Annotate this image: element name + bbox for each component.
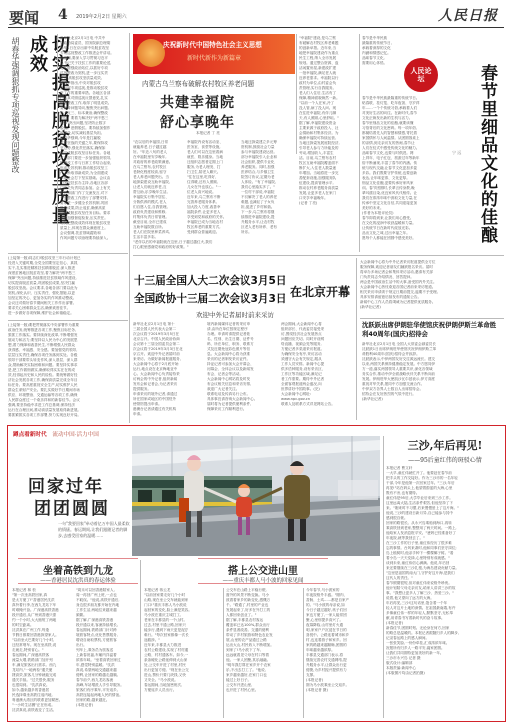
npc-headline-line2: 全国政协十三届二次会议3月3日 — [134, 293, 287, 305]
masthead-logo: 人民日报 — [438, 8, 498, 24]
story1-subtitle: ——香港居民沈洪真的春运体验 — [40, 578, 116, 584]
header-rule — [8, 27, 504, 28]
feature-right-subtitle: ——95后童红伟的斑驳心情 — [408, 457, 482, 464]
story2-subtitle: ——重庆丰都人马小波的回家见闻 — [222, 578, 304, 584]
story1-body-b: "周末可以回香港陪家人, 周一再回广州上班,一点也 不耽误。"他说,高铁开通后, 身边很多朋友都开始在内地 工作生活,两地往来越来越 频繁。 据了解,广深港高铁香港 段开通以来,客流持续增长。 春运期间,铁路部门针对跨 境旅客特点,优化售票服务, 增设自助取票机,方便旅客 出行。 列车上,乘务员为旅客送 上新春祝福,车厢内洋溢着 浓浓年味。"坐着高铁回家过 年,感觉特别温暖。"沈洪 真说,希望两地交通越来越 便利,让回家的路越走越顺。 春节前夕,西九龙站客流 高峰,车站增派人手引导服务。 旅客们有序乘车,平安返乡。 高铁连接起两地人民的情谊。 回家的路,越来越近。 (本报记者) — [76, 588, 124, 707]
banner-kicker: 内蒙古乌兰察布破解农村牧区养老问题 — [142, 80, 255, 88]
npc-right-col: 大会新闻中心将为中外记者采访报道提供全方位 服务保障,欢迎记者朋友们踊跃报名采访。届时 将举办多场记者会和集体采访活动,邀请有关部 门负责同志介绍情况、回答提问。 两会是中国政治生活中的大事,备受国内外关注。 大会新闻中心热忱欢迎各国记者前来采访报道。 相关采访申请须于规定日期前提交,逾期不予受理。 具体安排请留意后续发布的通知公告。 新闻中心工作人员将竭诚为记者提供优质服务。 (新华社记者) — [360, 260, 441, 309]
feature-right-title: 三沙,年后再见! — [407, 439, 483, 452]
story2-body-c: 今年春节,马小波家的 年夜饭格外丰盛。"腊肉、 香肠、土鸡……都是自家产 的。"马小波的母亲说,如 今日子越过越好,孩子们回 家也方便了,一家人能常团 聚,心里别提多高兴了。 夜幕降临,山村里灯火通 明,家家户户沉浸在节日的 喜悦中。公路连着城市和乡 村,也连着游子和家乡。回 家的路越来越顺畅,团圆的 年味越来越浓厚。 丰都县交通部门表示,将 继续完善农村交通网络,提 升服务水平,让群众出行更 便捷,为乡村振兴提供有力 支撑。 (本报记者) 图为马小波乘坐公交返乡。 (本报记者 摄) — [306, 588, 350, 692]
station-scene-illustration — [132, 436, 380, 556]
left-story-headline: 切实提高脱贫攻坚质量成效 — [27, 35, 70, 225]
left-headline-column — [8, 33, 70, 243]
story2-body-b: 公交车在山路上平稳行驶, 窗外的风景不断变换。马小 波看着家乡的新变化,感慨万 千。"路通了,村里的产业也 发展起来了,好多在外打工的 人都回来创业了。" 据了解,丰都县农村客运 覆盖率已达100%,群众出行 条件显著改善。交通的便利 带动了乡村旅游和特色农业发 展,山里的农产品通过公路 运出大山,村民收入不断增加。 到家了!马小波下了车, 远远就看见父母在村口等着 他。一家人团聚,其乐融融。 "明年我打算在家乡开个农家 乐,不出去打工了。"他说, 家乡越来越好,在家门口也 能过上好日子。 公交车开进山里, 也开进了村民心里。 — [226, 588, 274, 692]
banner-byline: 本报记者 丁 亮 — [196, 131, 220, 135]
center-story-col-a: "农以后的幸福园,日常 就能养老,日子越过越 好。"年近八旬的老人 在幸福院里安享晚年, 对政府的养老政策满意。 在乌兰察布,农村牧区 老龄化程度较高,留守 老人养老问题突出。当 地探索建设互助幸福院, 让老人们就近养老,互 帮互助,乐享晚年生活。 幸福院实行集中居住、 分散供养的模式,老人 们自愿入住,自我管理。 政府负责建设和维修, 村集体负责日常管理。 截至目前,全市已建成 互助幸福院数百所。 老人们在院里种菜养鸡, 生活丰富多彩。 — [133, 140, 173, 239]
left-brief-1: (上接第一版)同志们!脱贫攻坚三年行动计划已 经进入关键时期,全党全国要坚定信心、真抓 实干,扎实推进精准扶贫精准脱贫,深入推进 深度贫困地区脱贫攻坚,着力解决"两不愁三 保障"突出问题,持续推进扶贫领域作风建设, 切实提高脱贫质量,巩固脱贫成果,坚决打赢 脱贫攻坚战。会议要求,各地各部门要以此为 契机,深化认识、压实责任、强化措施,以更 加坚定的决心、更加务实的作风推动整改。 会议还对做好春节期间相关工作作出部署。 要求关心困难群众生活,确保欢度佳节。 进一步做好各项保障,维护社会和谐稳定。 — [8, 256, 81, 315]
commentary-headline: 春节里细品文化的佳酿 — [477, 64, 497, 244]
right-brief-body: 新华社北京2月1日电 全国人大常委会副委员长 沈跃跃1日出席伊朗驻华使馆庆祝伊朗伊斯兰革 命胜利40周年(国庆)招待会并致辞。 沈跃跃表示,中伊两国友好交往源远流长。建交 以来,两国关系保持健康稳定发展。中方愿同伊 方一道,落实两国领导人重要共识,深化各领域 务实合作,推动中伊全面战略伙伴关系不断向前 发展。伊朗驻华大使凯沙瓦尔兹表示,伊方高度 重视对华关系,愿同中方加强交流合作。 中伊双方各界人士数百人出席招待会。 招待会在友好热烈的气氛中进行。 (新华社记者) — [362, 342, 437, 401]
banner-subtitle: 新时代新作为新篇章 — [187, 55, 242, 62]
commentary-badge — [404, 58, 438, 92]
feature-main-title-2: 团团圆圆 — [34, 499, 110, 519]
photo-caption: 一句"我要回家"牵动着亿万中国人最柔软的情愫。春运期间,让我们跟随记者的脚步,去感受回家的温暖…… — [58, 521, 130, 538]
feature-section-label — [13, 430, 99, 438]
story1-body-a: 本报记者 林 松 "第一次坐高铁回家,真 是太方便了!"香港居民沈洪 真拎着行李,在西九龙站下车 时难掩兴奋。广深港高铁香港 段开通后,从广州到香港只需 约一个小时,大大缩短了两地 的时空距离。 沈洪真在广州工作,每逢 节假日都要回香港探望家人。 "以前坐大巴要好几个小时, 还经常堵车。现在坐高铁,说 走就走,特别省心。" 春运期间,广深港高铁客 流量大增,铁路部门加开列 车,满足旅客出行需求。西九 龙站内,"一地两检"通关便 捷高效,旅客几分钟就能完成 通关手续。"过关很快,服务 也很周到。"沈洪真说。 如今,越来越多的香港居 民选择乘坐高铁往返内地, 粤港澳大湾区的联系更加紧密。 "一小时生活圈"正在形成。 沈洪真说,高铁改变了生活。 — [12, 588, 63, 712]
npc-body-col-3: 两会期间,大会新闻中心将 组织部长、代表委员接受采 访,围绕经济社会发展热点 问题回应关切。同时开设网 络直播、视频会见等服务, 方便记者多渠道采访报道。 为确保安全有序,采访活动 须遵守大会有关规定,服从 工作人员安排。新闻中心提 供多语种服务,设有采访区、 工作区等功能区域,满足记 者工作需要。期待中外记者 全面客观报道两会盛况,向 世界讲好中国故事。(完) 大会新闻中心网址: www.npc.gov.cn 联系人及联系方式详见网站公告。 — [281, 322, 335, 406]
banner-headline-line2: 舒心享晚年 — [160, 115, 235, 131]
feature-section-sub: 流动中国·活力中国 — [52, 432, 99, 438]
page-header — [0, 0, 512, 30]
npc-body-col-2: 境内新闻媒体记者的采访申 请,由所在单位按规定程序 办理。申请时请提供记者姓 名、性别、出生日期、证件号 码、所在单位、职务、联系方 式及近期免冠彩色照片等信 息。大会新闻中心将为获准 采访的记者制发采访证件。 持证记者可参加大会开幕会、 闭幕会、全体会议以及新闻发 布会、记者会等活动。 大会新闻中心网站将及时发 布会议相关信息和采访安排, 欢迎广大记者关注。 联系电话及传真另行公布。 具体事宜请咨询大会新闻中心。 届时将为记者提供便利条件, 保障采访工作顺利进行。 — [207, 322, 258, 411]
story2-title: 搭上公交进山里 — [228, 566, 298, 577]
section-name: 要闻 — [9, 9, 40, 27]
feature-right-body: 本报记者 曹文轩 一大早,童红伟就忙开了。他要赶在春节前 把手头的工作交接好。作为三沙市的一名年轻 干部,今年是他第一次回家过年。"三沙,年后 再见!"站在码头上,他望着蔚蓝的大海,心里 既有不舍,也有期待。 童红伟是95后,大学毕业后来到三沙工作。 这里远离大陆,生活条件艰苦,但他坚持了下 来。"刚来时不习惯,后来慢慢爱上了这片海。" 他说,三沙的建设日新月异,自己能参与其中 感到很自豪。 回家的路很长。从永兴岛乘船到海口,再转 乘高铁回到老家,整整用了两天时间。一路上, 他给家人发消息报平安。"爸妈已经准备好了 年夜饭,就等我回去了。" 在三沙工作的日子里,童红伟经历了很多难 忘的事情。台风来袭时,他和同事们坚守岗位; 岛上植树时,他亲手种下一棵棵椰子树。"看 着小岛一天天变绿,心里特别有成就感。" 谈到未来,童红伟信心满满。他说,年后回 来还要继续在三沙扎根,为海岛建设贡献力量。 "这里是祖国的南大门,守护好这片海,是我们 这代人的责任。" 春节假期很短,但对童红伟来说格外珍贵。 他计划陪父母走亲访友,给家人讲讲三沙的故 事。"我想让更多人了解三沙、热爱三沙。" 说着,他又望向了远方的大海。 年后再见,三沙!这句话里,饱含着一个年 轻人对这片土地的深情。在祖国最南端,有许 多像童红伟一样的年轻人,默默坚守,无私奉 献,用青春书写着新时代的奋斗故事。 (本报记者) 新春佳节,团圆时刻。无论身在何方,回家 的路总是温暖的。本报记者跟随归乡人的脚步, 记录春运路上的感人瞬间。 一张张笑脸,一份份牵挂,汇成浓浓年味。 祝愿所有归乡人一路平安,阖家团圆。 让我们共同期待更加美好的新一年。 三沙市永兴岛 记者 摄 版式设计:编辑部 本版责编:新闻中心 (本版图片均由记者拍摄) — [386, 466, 460, 675]
page-number: 4 — [58, 7, 68, 23]
right-brief-title: 沈跃跃出席伊朗驻华使馆庆祝伊朗伊斯兰革命胜利40周年(国庆)招待会 — [362, 321, 497, 338]
center-story-col-b: 幸福院内设有活动室、 医务室、食堂等设施, 老人们可以在这里看病 就医、娱乐健身。当地 还组织志愿者定期上门 服务,为老人理发、打 扫卫生,陪老人聊天。 "住在这里,吃得好、 住得暖,还有人照顾, 儿女在外也放心。"一 位老人高兴地说。 近年来,乌兰察布不断 完善养老服务体系, 加大投入力度,改善幸 福院条件,让更多老人 享受到党和政府的关怀。 幸福院已成为当地农村 牧区养老的重要方式, 受到群众普遍欢迎。 — [187, 140, 227, 234]
commentary-author: 宁 远 — [452, 150, 462, 155]
center-right-col: "幸福院"建设,是乌兰察 布破解农村牧区养老难题 的创新举措。近年来,当 地把幸福院建设作为重点 民生工程,纳入全市发展 规划。通过整合资源、盘 活闲置房屋,新建改扩建 一批幸福院,满足老人就 近养老需求。幸福院以行 政村为单位,由村委会负 责管理,实行自我服务。 老人们入住后,生活有了 保障,精神面貌焕然一新。 "以前一个人在家,冷了 没人管,病了没人问。现 在住进幸福院,有伴儿聊 天,有人照顾,心里舒坦。" 据了解,幸福院建设资金 主要来源于政府投入、社 会捐助和村集体经济。为 确保幸福院可持续运营, 当地还探索发展庭院经济, 引导老人参与力所能及的 劳动,增加收入,丰富生 活。目前,乌兰察布农村 牧区互助幸福院覆盖面不 断扩大,入住老人数量逐 年增加。当地将进一步完 善配套设施,加强服务队 伍建设,提高管理水平, 推动农村养老服务高质量 发展,让更多老人在家门 口安享幸福晚年。 (记者 丁亮) — [299, 36, 340, 205]
story1-title: 坐着高铁到九龙 — [43, 566, 113, 577]
story1-title-ornament — [18, 558, 138, 584]
feature-section-name: 蹲点看新时代 — [13, 432, 47, 438]
banner-emblem-icon — [137, 39, 165, 67]
feature-banner — [133, 34, 295, 74]
npc-headline-line1: 十三届全国人大二次会议3月5日 — [134, 275, 287, 287]
travel-photo — [132, 436, 380, 556]
banner-headline-line1: 共建幸福院 — [160, 95, 235, 111]
feature-main-title-1: 回家过年 — [28, 477, 104, 497]
commentary-body-a: 春节是中华民族 最隆重的传统节日, 承载着深厚的文化 内涵和情感记忆。 品味春节文化, 需要用心体悟。 — [362, 36, 392, 65]
story2-body-a: 本报记者 蒋云龙 "以前回家要走好几个小时 山路,现在坐公交车就能到家 门口!"重庆丰都人马小波说 起回家的变化,脸上满是笑容。 马小波在重庆主城打工, 老家在丰都县的一个山村。 过去,村里不通公路,回家只 能步行,遇到下雨天更是泥泞 难行。"每次回家都像一次长 途跋涉。" 近年来,丰都县大力推进 农村公路建设,实现了村村通 公路、村村通客车。如今,一 条条硬化公路延伸到大山深 处,公交车开进了村里,村民 出行更加方便。"现在坐公交 进山,票价只要几块钱,又快 又安全。"马小波说。 春运期间,当地加密班次, 方便返乡人员出行。 — [144, 588, 192, 692]
date-text: 2019年2月2日 星期六 — [76, 14, 127, 20]
story2-title-ornament — [198, 558, 328, 584]
npc-headline-suffix: 在北京开幕 — [290, 285, 351, 299]
left-story-body: 新华社北京2月1日电 中共中 央政治局委员、国务院副总理胡 春华1日在京出席中央脱贫攻坚 专项巡视整改工作推进会并讲话。 他强调,要深入学习贯彻习近平 总书记关于扶贫工作的重要论述, 切实增强政治站位,以抓好专项 巡视整改为契机,进一步压实责 任,提高脱贫攻坚质量成效。 胡春华指出,中央对脱贫攻 坚开展专项巡视,是推动脱贫攻 坚工作的重要举措。各地区各部 门认真对照巡视反馈意见,扎实 推进整改工作,取得了明显成效。 要坚持问题导向,聚焦突出问题, 举一反三、标本兼治,确保整改 到位。要着力解决好"两不愁三 保障"突出问题,坚决防止数字 脱贫、虚假脱贫。要持续加强作 风建设,切实减轻基层负担。 胡春华强调,今年是打赢脱 贫攻坚战的关键之年,要保持攻 坚态势,强化责任落实,确保如 期完成脱贫攻坚目标任务。各地 区各部门要进一步加强组织领导, 把整改工作与日常工作结合起来, 形成长效机制,推动脱贫攻坚工 作不断取得新成效,为全面建成 小康社会打下坚实基础。会议由 国务院扶贫办主持,各地区各部 门有关负责同志参加。会上有关 地区和部门作了交流发言,对下 一步整改工作进行了部署安排, 要求进一步健全长效机制,巩固 脱贫成果,防止返贫,确保高质 量完成脱贫攻坚任务目标。要求 各地加强督促检查,压实责任。 切实把整改成效体现在脱贫攻坚 质量上,体现在群众满意度上。 会议强调,扶贫领域腐败和 作风问题专项治理要持续深入。 — [60, 36, 114, 240]
commentary-badge-text: 人民论坛 — [410, 67, 432, 83]
banner-title: 庆祝新时代中国特色社会主义思想 — [163, 41, 262, 49]
left-brief-2: (上接第一版)要把贯彻落实中央部署作为重要 政治任务,统筹推进各项工作,聚焦目标任务, 狠抓工作落实。要持续深化改革,不断增强发 展动力和活力;要坚持以人民为中心的发展思 想,着力保障和改善民生,不断增强人民群众 获得感、幸福感、安全感。要加强党的领导, 层层压实责任,确保各项任务落到实处。各级 领导干部要带头转变作风,深入基层、深入群 众,帮助解决实际困难和问题。要坚持实事求 是,把工作做细做实,确保取得实实在在的成 效,经得起历史和人民的检验。要统筹做好经 济社会发展各项工作,确保高质量完成全年目 标任务。要高度重视安全生产,切实维护人民 群众生命财产安全。要扎实做好节日期间市场 供应、环境整治、交通运输等各项工作,确保 人民群众度过一个欢乐祥和的新春佳节。会议 强调,要坚持稳中求进工作总基调,保持经济 运行在合理区间,推动高质量发展取得新进展。 要抓紧抓实各项工作部署,努力实现良好开局。 — [8, 323, 82, 417]
left-story-subhead: 胡春华强调狠抓专项巡视发现问题整改 — [11, 37, 20, 173]
commentary-body-b: 春节是中华民族最隆重的传统节日。 贴春联、挂灯笼、吃年夜饭、守岁拜 年……一个个传统习俗,承载着人们 对美好生活的向往。在新时代,春节 文化正焕发出新的生机与活力。 春节里细品文化的佳酿,就要读懂 习俗背后的文化密码。每一项年俗, 都凝结着先人的智慧和情感,寄托着 家国情怀与人间温情。从团圆饭桌上 的亲情,到走亲访友的热闹,春节让 人们在仪式中感受传统文化的魅力。 品味春节文化,也要与时俱进。网 上拜年、电子红包、旅游过年等新年 俗不断涌现,丰富了春节的内涵。传 统与现代交融,让春节文化更加多姿 多彩。我们既要守护传统,也要创新 表达,让年味更浓、文化更厚。 细品文化佳酿,更要传承好家风家 训。春节团圆时,长辈言传身教,晚 辈耳濡目染,优良家风代代相传。让 我们在浓浓年味中汲取文化力量,在 传承中坚定文化自信,共同迎接更加 美好的未来。 (作者为本报评论员) 春节即将到来,让我们用心感受。 在文化的浸润中收获温暖和力量。 让传统节日在新时代绽放光彩。 品出文化之味,过出幸福之年。 愿每个人都能在团圆中感受美好。 — [362, 96, 420, 240]
npc-body-left: "老伴以后的幸福院就在这里,日子越过越红火,我们 打心眼里感谢党和政府的好政策。" — [133, 240, 213, 249]
npc-subtitle: 欢迎中外记者届时前来采访 — [196, 311, 274, 319]
npc-body-col-1: 新华社北京2月1日电 第十 三届全国人民代表大会第二 次会议将于2019年3月5日在 北京召开。中国人民政治协商 会议第十三届全国委员会第二 次会议将于2019年3月3日在北 京召开。欢迎中外记者届时前 来采访。为做好新闻报道服务, 大会新闻中心将于2月底开始 运行,地点设在北京梅地亚中 心。大会新闻中心负责接待采 访两会的中外记者,组织新闻 发布会和记者会,为记者采访 提供服务。 申请采访的境外记者,请通过 所在国家或地区的中国驻外 使领馆提出申请。 港澳台记者请通过有关机构 申请。 — [133, 322, 183, 416]
center-story-col-c: 当地还探索建立多元筹 资机制,鼓励社会力量 参与幸福院建设运营。 部分幸福院引入企业和 社会组织,提供专业化 养老服务。同时,加强 医养结合,与乡镇卫生 院签订协议,定期为老 人体检。"有了幸福院, 我们心里踏实多了。" 一位村干部说,幸福院 不仅解决了老人的养老 难题,也减轻了子女负 担,促进了乡村和谐。 下一步,乌兰察布将继 续推进幸福院建设,提 升服务水平,让农村牧 区老人老有所养、老有 所乐。 — [241, 140, 277, 234]
